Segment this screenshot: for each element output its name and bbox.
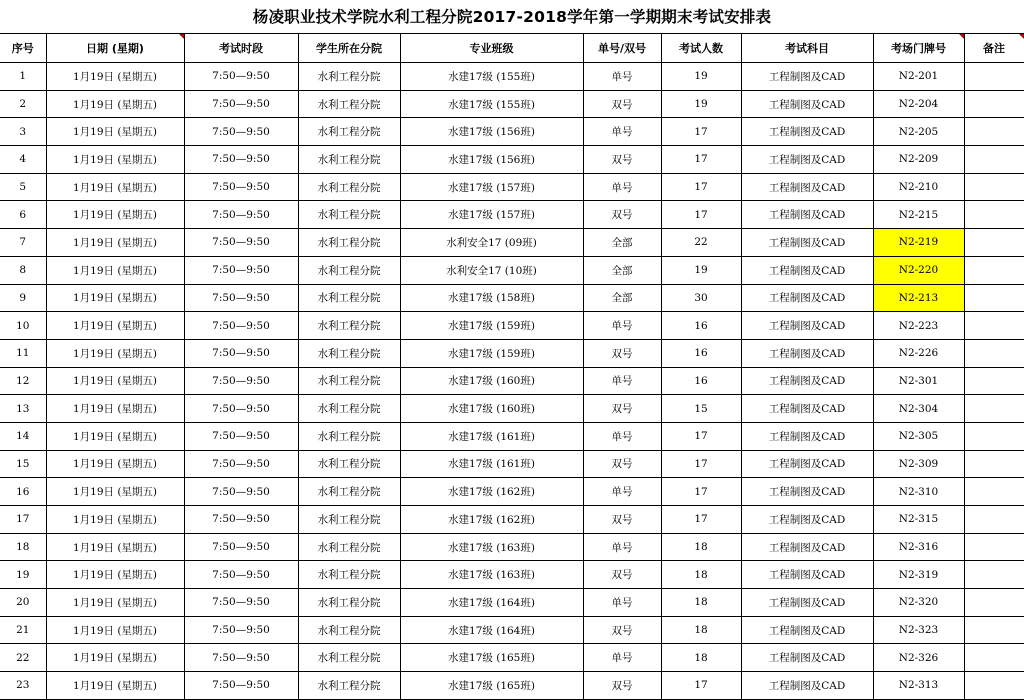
cell-no[interactable]: 22 — [0, 644, 46, 672]
cell-subject[interactable]: 工程制图及CAD — [741, 561, 873, 589]
table-row — [0, 422, 1024, 450]
cell-subject[interactable]: 工程制图及CAD — [741, 284, 873, 312]
cell-no[interactable]: 17 — [0, 506, 46, 534]
cell-date[interactable]: 1月19日 (星期五) — [46, 395, 184, 423]
cell-date[interactable]: 1月19日 (星期五) — [46, 450, 184, 478]
cell-no[interactable]: 23 — [0, 672, 46, 700]
cell-dept[interactable]: 水利工程分院 — [298, 672, 400, 700]
cell-dept[interactable]: 水利工程分院 — [298, 616, 400, 644]
cell-room[interactable]: N2-220 — [873, 256, 964, 284]
cell-room[interactable]: N2-313 — [873, 672, 964, 700]
cell-no[interactable]: 8 — [0, 256, 46, 284]
cell-subject[interactable]: 工程制图及CAD — [741, 616, 873, 644]
cell-subject[interactable]: 工程制图及CAD — [741, 672, 873, 700]
cell-dept[interactable]: 水利工程分院 — [298, 589, 400, 617]
cell-count[interactable]: 17 — [661, 478, 741, 506]
cell-room[interactable]: N2-213 — [873, 284, 964, 312]
cell-dept[interactable]: 水利工程分院 — [298, 478, 400, 506]
table-row — [0, 256, 1024, 284]
cell-no[interactable]: 21 — [0, 616, 46, 644]
cell-room[interactable]: N2-205 — [873, 118, 964, 146]
cell-count[interactable]: 17 — [661, 422, 741, 450]
cell-parity[interactable]: 全部 — [583, 256, 661, 284]
cell-subject[interactable]: 工程制图及CAD — [741, 422, 873, 450]
cell-room[interactable]: N2-219 — [873, 229, 964, 257]
cell-note[interactable] — [964, 173, 1024, 201]
cell-parity[interactable]: 双号 — [583, 395, 661, 423]
cell-count[interactable]: 16 — [661, 339, 741, 367]
table-row — [0, 672, 1024, 700]
table-row — [0, 561, 1024, 589]
cell-class[interactable]: 水建17级 (157班) — [400, 173, 583, 201]
cell-parity[interactable]: 全部 — [583, 229, 661, 257]
cell-date[interactable]: 1月19日 (星期五) — [46, 146, 184, 174]
header-cell-room[interactable]: 考场门牌号 — [873, 34, 964, 63]
cell-count[interactable]: 18 — [661, 533, 741, 561]
cell-dept[interactable]: 水利工程分院 — [298, 450, 400, 478]
cell-no[interactable]: 3 — [0, 118, 46, 146]
table-row — [0, 201, 1024, 229]
table-row — [0, 644, 1024, 672]
header-row — [0, 34, 1024, 63]
cell-room[interactable]: N2-316 — [873, 533, 964, 561]
cell-room[interactable]: N2-204 — [873, 90, 964, 118]
cell-parity[interactable]: 单号 — [583, 118, 661, 146]
cell-count[interactable]: 18 — [661, 589, 741, 617]
cell-subject[interactable]: 工程制图及CAD — [741, 395, 873, 423]
cell-no[interactable]: 4 — [0, 146, 46, 174]
cell-room[interactable]: N2-320 — [873, 589, 964, 617]
header-cell-parity[interactable]: 单号/双号 — [583, 34, 661, 63]
cell-subject[interactable]: 工程制图及CAD — [741, 229, 873, 257]
cell-no[interactable]: 12 — [0, 367, 46, 395]
header-cell-date[interactable]: 日期 (星期) — [46, 34, 184, 63]
cell-room[interactable]: N2-301 — [873, 367, 964, 395]
cell-count[interactable]: 19 — [661, 256, 741, 284]
cell-parity[interactable]: 单号 — [583, 63, 661, 91]
cell-dept[interactable]: 水利工程分院 — [298, 118, 400, 146]
cell-class[interactable]: 水建17级 (156班) — [400, 146, 583, 174]
cell-note[interactable] — [964, 561, 1024, 589]
cell-date[interactable]: 1月19日 (星期五) — [46, 644, 184, 672]
cell-no[interactable]: 7 — [0, 229, 46, 257]
cell-count[interactable]: 22 — [661, 229, 741, 257]
cell-class[interactable]: 水建17级 (164班) — [400, 589, 583, 617]
table-row — [0, 616, 1024, 644]
cell-note[interactable] — [964, 63, 1024, 91]
cell-parity[interactable]: 单号 — [583, 644, 661, 672]
cell-no[interactable]: 6 — [0, 201, 46, 229]
cell-count[interactable]: 17 — [661, 173, 741, 201]
cell-note[interactable] — [964, 672, 1024, 700]
table-row — [0, 173, 1024, 201]
cell-date[interactable]: 1月19日 (星期五) — [46, 201, 184, 229]
cell-date[interactable]: 1月19日 (星期五) — [46, 422, 184, 450]
cell-room[interactable]: N2-315 — [873, 506, 964, 534]
table-row — [0, 339, 1024, 367]
header-cell-count[interactable]: 考试人数 — [661, 34, 741, 63]
cell-time[interactable]: 7:50—9:50 — [184, 146, 298, 174]
cell-no[interactable]: 1 — [0, 63, 46, 91]
cell-time[interactable]: 7:50—9:50 — [184, 229, 298, 257]
cell-time[interactable]: 7:50—9:50 — [184, 616, 298, 644]
cell-time[interactable]: 7:50—9:50 — [184, 506, 298, 534]
cell-note[interactable] — [964, 533, 1024, 561]
cell-time[interactable]: 7:50—9:50 — [184, 561, 298, 589]
cell-note[interactable] — [964, 478, 1024, 506]
table-row — [0, 312, 1024, 340]
cell-no[interactable]: 10 — [0, 312, 46, 340]
cell-parity[interactable]: 双号 — [583, 450, 661, 478]
cell-class[interactable]: 水建17级 (162班) — [400, 478, 583, 506]
cell-dept[interactable]: 水利工程分院 — [298, 256, 400, 284]
cell-time[interactable]: 7:50—9:50 — [184, 312, 298, 340]
cell-count[interactable]: 16 — [661, 367, 741, 395]
cell-subject[interactable]: 工程制图及CAD — [741, 201, 873, 229]
cell-room[interactable]: N2-223 — [873, 312, 964, 340]
cell-subject[interactable]: 工程制图及CAD — [741, 506, 873, 534]
cell-date[interactable]: 1月19日 (星期五) — [46, 533, 184, 561]
cell-time[interactable]: 7:50—9:50 — [184, 672, 298, 700]
cell-subject[interactable]: 工程制图及CAD — [741, 339, 873, 367]
cell-date[interactable]: 1月19日 (星期五) — [46, 672, 184, 700]
cell-class[interactable]: 水利安全17 (10班) — [400, 256, 583, 284]
table-row — [0, 367, 1024, 395]
table-row — [0, 90, 1024, 118]
cell-date[interactable]: 1月19日 (星期五) — [46, 589, 184, 617]
cell-count[interactable]: 17 — [661, 672, 741, 700]
cell-class[interactable]: 水建17级 (163班) — [400, 561, 583, 589]
cell-date[interactable]: 1月19日 (星期五) — [46, 63, 184, 91]
cell-date[interactable]: 1月19日 (星期五) — [46, 339, 184, 367]
table-row — [0, 506, 1024, 534]
cell-note[interactable] — [964, 256, 1024, 284]
table-row — [0, 589, 1024, 617]
cell-date[interactable]: 1月19日 (星期五) — [46, 118, 184, 146]
cell-parity[interactable]: 全部 — [583, 284, 661, 312]
cell-parity[interactable]: 双号 — [583, 90, 661, 118]
cell-note[interactable] — [964, 367, 1024, 395]
cell-note[interactable] — [964, 506, 1024, 534]
cell-time[interactable]: 7:50—9:50 — [184, 173, 298, 201]
cell-no[interactable]: 2 — [0, 90, 46, 118]
cell-dept[interactable]: 水利工程分院 — [298, 173, 400, 201]
table-row — [0, 395, 1024, 423]
cell-parity[interactable]: 单号 — [583, 312, 661, 340]
cell-dept[interactable]: 水利工程分院 — [298, 312, 400, 340]
cell-room[interactable]: N2-310 — [873, 478, 964, 506]
cell-count[interactable]: 16 — [661, 312, 741, 340]
cell-no[interactable]: 5 — [0, 173, 46, 201]
cell-count[interactable]: 17 — [661, 146, 741, 174]
cell-class[interactable]: 水建17级 (155班) — [400, 63, 583, 91]
cell-room[interactable]: N2-304 — [873, 395, 964, 423]
cell-class[interactable]: 水建17级 (155班) — [400, 90, 583, 118]
cell-subject[interactable]: 工程制图及CAD — [741, 256, 873, 284]
cell-room[interactable]: N2-319 — [873, 561, 964, 589]
header-cell-dept[interactable]: 学生所在分院 — [298, 34, 400, 63]
cell-time[interactable]: 7:50—9:50 — [184, 422, 298, 450]
cell-date[interactable]: 1月19日 (星期五) — [46, 367, 184, 395]
cell-dept[interactable]: 水利工程分院 — [298, 644, 400, 672]
cell-parity[interactable]: 双号 — [583, 339, 661, 367]
table-body — [0, 63, 1024, 700]
cell-parity[interactable]: 单号 — [583, 173, 661, 201]
header-cell-time[interactable]: 考试时段 — [184, 34, 298, 63]
cell-count[interactable]: 18 — [661, 616, 741, 644]
cell-class[interactable]: 水建17级 (163班) — [400, 533, 583, 561]
cell-no[interactable]: 9 — [0, 284, 46, 312]
cell-subject[interactable]: 工程制图及CAD — [741, 146, 873, 174]
cell-no[interactable]: 16 — [0, 478, 46, 506]
cell-count[interactable]: 30 — [661, 284, 741, 312]
cell-subject[interactable]: 工程制图及CAD — [741, 173, 873, 201]
cell-class[interactable]: 水建17级 (164班) — [400, 616, 583, 644]
cell-room[interactable]: N2-215 — [873, 201, 964, 229]
cell-note[interactable] — [964, 339, 1024, 367]
cell-count[interactable]: 15 — [661, 395, 741, 423]
cell-room[interactable]: N2-323 — [873, 616, 964, 644]
cell-room[interactable]: N2-305 — [873, 422, 964, 450]
cell-time[interactable]: 7:50—9:50 — [184, 478, 298, 506]
cell-time[interactable]: 7:50—9:50 — [184, 644, 298, 672]
cell-note[interactable] — [964, 644, 1024, 672]
cell-class[interactable]: 水建17级 (159班) — [400, 312, 583, 340]
cell-parity[interactable]: 单号 — [583, 533, 661, 561]
table-row — [0, 284, 1024, 312]
cell-parity[interactable]: 双号 — [583, 561, 661, 589]
table-row — [0, 63, 1024, 91]
header-cell-subject[interactable]: 考试科目 — [741, 34, 873, 63]
cell-dept[interactable]: 水利工程分院 — [298, 90, 400, 118]
cell-no[interactable]: 14 — [0, 422, 46, 450]
table-row — [0, 478, 1024, 506]
cell-parity[interactable]: 双号 — [583, 672, 661, 700]
cell-room[interactable]: N2-201 — [873, 63, 964, 91]
cell-class[interactable]: 水建17级 (156班) — [400, 118, 583, 146]
cell-time[interactable]: 7:50—9:50 — [184, 450, 298, 478]
cell-class[interactable]: 水利安全17 (09班) — [400, 229, 583, 257]
header-cell-note[interactable]: 备注 — [964, 34, 1024, 63]
cell-subject[interactable]: 工程制图及CAD — [741, 312, 873, 340]
cell-note[interactable] — [964, 90, 1024, 118]
table-row — [0, 229, 1024, 257]
cell-date[interactable]: 1月19日 (星期五) — [46, 312, 184, 340]
cell-parity[interactable]: 单号 — [583, 589, 661, 617]
cell-class[interactable]: 水建17级 (165班) — [400, 644, 583, 672]
cell-class[interactable]: 水建17级 (159班) — [400, 339, 583, 367]
cell-parity[interactable]: 双号 — [583, 506, 661, 534]
cell-time[interactable]: 7:50—9:50 — [184, 284, 298, 312]
cell-note[interactable] — [964, 201, 1024, 229]
cell-time[interactable]: 7:50—9:50 — [184, 201, 298, 229]
cell-room[interactable]: N2-210 — [873, 173, 964, 201]
cell-note[interactable] — [964, 616, 1024, 644]
cell-date[interactable]: 1月19日 (星期五) — [46, 478, 184, 506]
cell-dept[interactable]: 水利工程分院 — [298, 367, 400, 395]
cell-dept[interactable]: 水利工程分院 — [298, 284, 400, 312]
cell-time[interactable]: 7:50—9:50 — [184, 533, 298, 561]
cell-subject[interactable]: 工程制图及CAD — [741, 450, 873, 478]
cell-time[interactable]: 7:50—9:50 — [184, 339, 298, 367]
cell-count[interactable]: 18 — [661, 561, 741, 589]
cell-dept[interactable]: 水利工程分院 — [298, 395, 400, 423]
cell-parity[interactable]: 双号 — [583, 146, 661, 174]
cell-parity[interactable]: 单号 — [583, 422, 661, 450]
cell-date[interactable]: 1月19日 (星期五) — [46, 173, 184, 201]
cell-no[interactable]: 11 — [0, 339, 46, 367]
cell-dept[interactable]: 水利工程分院 — [298, 533, 400, 561]
cell-count[interactable]: 19 — [661, 63, 741, 91]
cell-note[interactable] — [964, 284, 1024, 312]
cell-date[interactable]: 1月19日 (星期五) — [46, 506, 184, 534]
cell-time[interactable]: 7:50—9:50 — [184, 118, 298, 146]
cell-dept[interactable]: 水利工程分院 — [298, 201, 400, 229]
cell-note[interactable] — [964, 146, 1024, 174]
cell-date[interactable]: 1月19日 (星期五) — [46, 616, 184, 644]
cell-note[interactable] — [964, 118, 1024, 146]
cell-date[interactable]: 1月19日 (星期五) — [46, 561, 184, 589]
cell-subject[interactable]: 工程制图及CAD — [741, 478, 873, 506]
cell-note[interactable] — [964, 312, 1024, 340]
cell-count[interactable]: 17 — [661, 506, 741, 534]
cell-count[interactable]: 17 — [661, 450, 741, 478]
cell-subject[interactable]: 工程制图及CAD — [741, 533, 873, 561]
cell-no[interactable]: 19 — [0, 561, 46, 589]
cell-note[interactable] — [964, 229, 1024, 257]
cell-dept[interactable]: 水利工程分院 — [298, 146, 400, 174]
cell-subject[interactable]: 工程制图及CAD — [741, 589, 873, 617]
cell-note[interactable] — [964, 422, 1024, 450]
sheet-title: 杨凌职业技术学院水利工程分院2017-2018学年第一学期期末考试安排表 — [0, 0, 1024, 34]
cell-class[interactable]: 水建17级 (157班) — [400, 201, 583, 229]
cell-date[interactable]: 1月19日 (星期五) — [46, 256, 184, 284]
cell-time[interactable]: 7:50—9:50 — [184, 395, 298, 423]
cell-time[interactable]: 7:50—9:50 — [184, 256, 298, 284]
cell-parity[interactable]: 单号 — [583, 367, 661, 395]
cell-no[interactable]: 20 — [0, 589, 46, 617]
cell-dept[interactable]: 水利工程分院 — [298, 339, 400, 367]
table-row — [0, 450, 1024, 478]
cell-time[interactable]: 7:50—9:50 — [184, 63, 298, 91]
cell-class[interactable]: 水建17级 (162班) — [400, 506, 583, 534]
cell-note[interactable] — [964, 450, 1024, 478]
cell-dept[interactable]: 水利工程分院 — [298, 229, 400, 257]
cell-dept[interactable]: 水利工程分院 — [298, 506, 400, 534]
cell-parity[interactable]: 双号 — [583, 616, 661, 644]
cell-class[interactable]: 水建17级 (160班) — [400, 367, 583, 395]
header-cell-no[interactable]: 序号 — [0, 34, 46, 63]
cell-no[interactable]: 18 — [0, 533, 46, 561]
table-row — [0, 146, 1024, 174]
cell-date[interactable]: 1月19日 (星期五) — [46, 90, 184, 118]
cell-count[interactable]: 17 — [661, 201, 741, 229]
cell-time[interactable]: 7:50—9:50 — [184, 90, 298, 118]
cell-no[interactable]: 15 — [0, 450, 46, 478]
cell-note[interactable] — [964, 395, 1024, 423]
cell-subject[interactable]: 工程制图及CAD — [741, 63, 873, 91]
cell-parity[interactable]: 双号 — [583, 201, 661, 229]
cell-room[interactable]: N2-326 — [873, 644, 964, 672]
cell-class[interactable]: 水建17级 (165班) — [400, 672, 583, 700]
cell-note[interactable] — [964, 589, 1024, 617]
cell-time[interactable]: 7:50—9:50 — [184, 589, 298, 617]
cell-count[interactable]: 19 — [661, 90, 741, 118]
cell-dept[interactable]: 水利工程分院 — [298, 63, 400, 91]
cell-date[interactable]: 1月19日 (星期五) — [46, 284, 184, 312]
cell-subject[interactable]: 工程制图及CAD — [741, 90, 873, 118]
cell-class[interactable]: 水建17级 (161班) — [400, 422, 583, 450]
cell-room[interactable]: N2-226 — [873, 339, 964, 367]
table-row — [0, 118, 1024, 146]
cell-room[interactable]: N2-309 — [873, 450, 964, 478]
cell-subject[interactable]: 工程制图及CAD — [741, 367, 873, 395]
cell-parity[interactable]: 单号 — [583, 478, 661, 506]
cell-class[interactable]: 水建17级 (160班) — [400, 395, 583, 423]
cell-class[interactable]: 水建17级 (158班) — [400, 284, 583, 312]
cell-dept[interactable]: 水利工程分院 — [298, 561, 400, 589]
cell-count[interactable]: 17 — [661, 118, 741, 146]
header-cell-class[interactable]: 专业班级 — [400, 34, 583, 63]
table-row — [0, 533, 1024, 561]
cell-count[interactable]: 18 — [661, 644, 741, 672]
cell-subject[interactable]: 工程制图及CAD — [741, 118, 873, 146]
cell-class[interactable]: 水建17级 (161班) — [400, 450, 583, 478]
cell-no[interactable]: 13 — [0, 395, 46, 423]
exam-schedule-table — [0, 34, 1024, 700]
cell-date[interactable]: 1月19日 (星期五) — [46, 229, 184, 257]
cell-dept[interactable]: 水利工程分院 — [298, 422, 400, 450]
cell-room[interactable]: N2-209 — [873, 146, 964, 174]
cell-time[interactable]: 7:50—9:50 — [184, 367, 298, 395]
cell-subject[interactable]: 工程制图及CAD — [741, 644, 873, 672]
